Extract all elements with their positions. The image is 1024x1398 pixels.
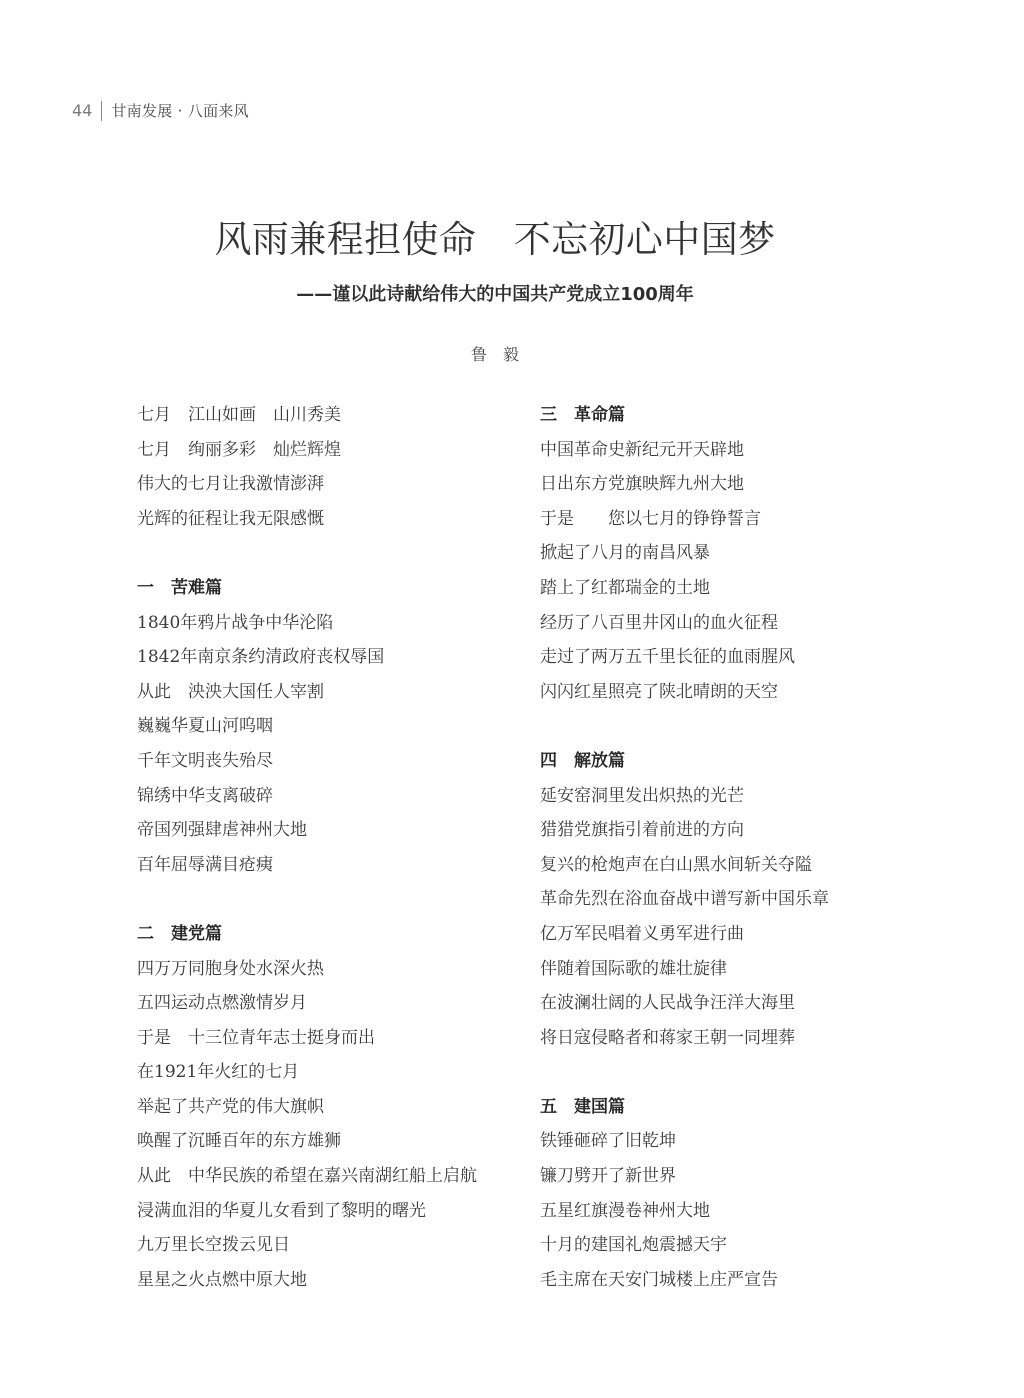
- poem-line: 千年文明丧失殆尽: [137, 750, 273, 771]
- poem-line: 从此 中华民族的希望在嘉兴南湖红船上启航: [137, 1166, 477, 1187]
- poem-line: 巍巍华夏山河呜咽: [137, 716, 273, 737]
- poem-line: 星星之火点燃中原大地: [137, 1269, 307, 1290]
- section-heading: 五 建国篇: [540, 1096, 625, 1117]
- poem-line: 走过了两万五千里长征的血雨腥风: [540, 647, 795, 668]
- poem-line: 延安窑洞里发出炽热的光芒: [540, 785, 744, 806]
- poem-line: 光辉的征程让我无限感慨: [137, 508, 324, 529]
- poem-line: 在波澜壮阔的人民战争汪洋大海里: [540, 993, 795, 1014]
- poem-line: 踏上了红都瑞金的土地: [540, 577, 710, 598]
- poem-line: 九万里长空拨云见日: [137, 1235, 290, 1256]
- section-heading: 一 苦难篇: [137, 577, 222, 598]
- poem-line: 中国革命史新纪元开天辟地: [540, 439, 744, 460]
- poem-line: 镰刀劈开了新世界: [540, 1166, 676, 1187]
- poem-line: 毛主席在天安门城楼上庄严宣告: [540, 1269, 778, 1290]
- page-number: 44: [72, 101, 93, 120]
- poem-line: 七月 江山如画 山川秀美: [137, 405, 341, 425]
- poem-line: 猎猎党旗指引着前进的方向: [540, 820, 744, 841]
- poem-line: 四万万同胞身处水深火热: [137, 958, 324, 979]
- poem-line: 于是 您以七月的铮铮誓言: [540, 508, 761, 529]
- poem-line: 1840年鸦片战争中华沦陷: [137, 612, 334, 633]
- running-header: [72, 101, 249, 121]
- stanza: [540, 744, 960, 1055]
- poem-line: 将日寇侵略者和蒋家王朝一同埋葬: [540, 1027, 795, 1048]
- poem-line: 铁锤砸碎了旧乾坤: [540, 1131, 676, 1152]
- section-heading: 三 革命篇: [540, 405, 625, 425]
- article-title: 风雨兼程担使命 不忘初心中国梦: [214, 218, 776, 261]
- poem-line: 五星红旗漫卷神州大地: [540, 1200, 710, 1221]
- poem-line: 复兴的枪炮声在白山黑水间斩关夺隘: [540, 854, 812, 875]
- stanza: [540, 1090, 960, 1298]
- section-heading: 四 解放篇: [540, 750, 625, 771]
- article-author: 鲁 毅: [470, 345, 519, 364]
- poem-line: 锦绣中华支离破碎: [137, 785, 273, 806]
- section-name: 甘南发展 · 八面来风: [111, 102, 249, 120]
- poem-line: 革命先烈在浴血奋战中谱写新中国乐章: [540, 889, 829, 910]
- stanza: [540, 398, 960, 709]
- poem-column-right: [540, 398, 960, 1297]
- stanza: [137, 917, 527, 1298]
- poem-line: 伟大的七月让我激情澎湃: [137, 474, 324, 495]
- header-divider: [101, 101, 102, 121]
- poem-line: 十月的建国礼炮震撼天宇: [540, 1235, 727, 1256]
- stanza: [137, 398, 527, 536]
- poem-line: 亿万军民唱着义勇军进行曲: [540, 923, 744, 944]
- poem-line: 从此 泱泱大国任人宰割: [137, 681, 324, 702]
- poem-line: 在1921年火红的七月: [137, 1062, 300, 1083]
- poem-line: 举起了共产党的伟大旗帜: [137, 1096, 324, 1117]
- poem-line: 帝国列强肆虐神州大地: [137, 820, 307, 841]
- section-heading: 二 建党篇: [137, 923, 222, 944]
- poem-line: 伴随着国际歌的雄壮旋律: [540, 958, 727, 979]
- poem-line: 七月 绚丽多彩 灿烂辉煌: [137, 439, 341, 460]
- poem-line: 掀起了八月的南昌风暴: [540, 543, 710, 564]
- poem-line: 唤醒了沉睡百年的东方雄狮: [137, 1131, 341, 1152]
- article-subtitle: ——谨以此诗献给伟大的中国共产党成立100周年: [296, 284, 694, 305]
- stanza: [137, 571, 527, 882]
- poem-line: 1842年南京条约清政府丧权辱国: [137, 647, 385, 668]
- poem-line: 五四运动点燃激情岁月: [137, 993, 307, 1014]
- poem-line: 浸满血泪的华夏儿女看到了黎明的曙光: [137, 1200, 426, 1221]
- poem-line: 日出东方党旗映辉九州大地: [540, 474, 744, 495]
- poem-column-left: [137, 398, 527, 1297]
- poem-line: 于是 十三位青年志士挺身而出: [137, 1027, 375, 1048]
- poem-line: 闪闪红星照亮了陕北晴朗的天空: [540, 681, 778, 702]
- poem-line: 百年屈辱满目疮痍: [137, 854, 273, 875]
- poem-line: 经历了八百里井冈山的血火征程: [540, 612, 778, 633]
